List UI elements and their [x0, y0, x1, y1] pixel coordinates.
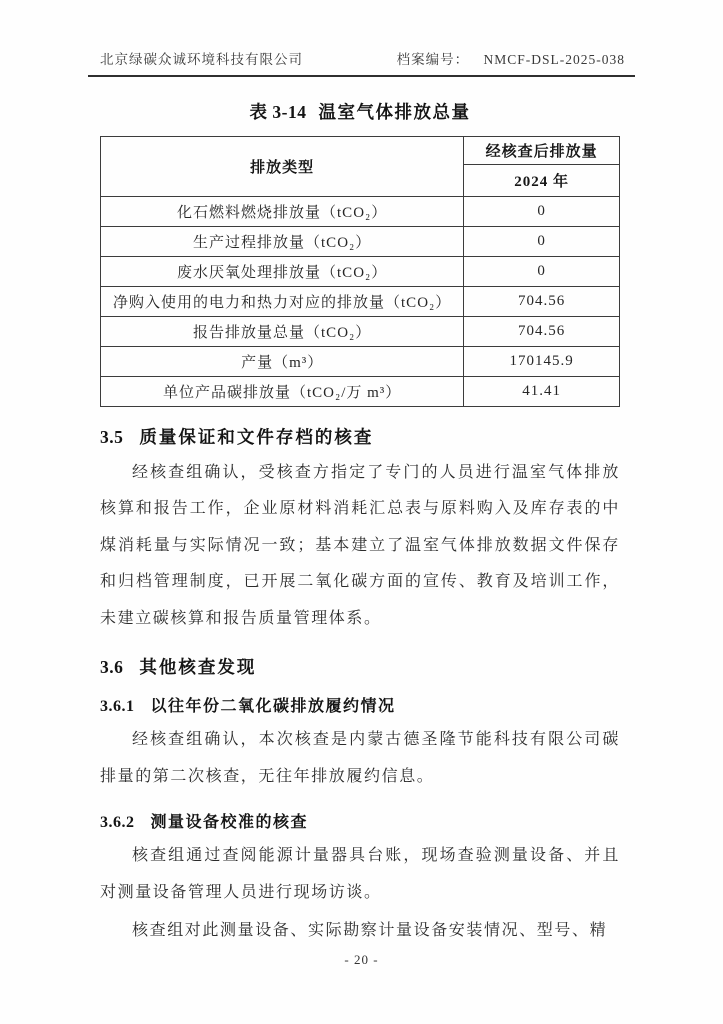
document-footer [0, 952, 723, 968]
row-value: 41.41 [464, 377, 620, 407]
section-3-6-2-paragraph-2: 核查组对此测量设备、实际勘察计量设备安装情况、型号、精 [132, 922, 608, 940]
row-value: 0 [464, 257, 620, 287]
row-label: 生产过程排放量（tCO₂） [101, 227, 464, 257]
section-heading-3-5 [100, 424, 620, 449]
file-number-label: 档案编号： [396, 52, 470, 67]
row-label: 化石燃料燃烧排放量（tCO₂） [101, 197, 464, 227]
header-file-number [397, 48, 625, 68]
table-number: 表 3-14 [249, 102, 307, 122]
row-label: 报告排放量总量（tCO₂） [101, 317, 464, 347]
row-value: 704.56 [464, 287, 620, 317]
row-label: 产量（m³） [101, 347, 464, 377]
header-company-name: 北京绿碳众诚环境科技有限公司 [100, 52, 303, 67]
section-title-text: 以往年份二氧化碳排放履约情况 [150, 698, 396, 716]
section-heading-3-6-2 [100, 809, 620, 832]
page-number: - 20 - [344, 952, 379, 967]
table-title [100, 99, 620, 124]
section-number: 3.6 [100, 657, 124, 678]
row-label: 废水厌氧处理排放量（tCO₂） [101, 257, 464, 287]
row-value: 0 [464, 197, 620, 227]
document-header [100, 48, 625, 68]
table-row [101, 227, 620, 257]
row-label: 净购入使用的电力和热力对应的排放量（tCO₂） [101, 287, 464, 317]
table-row [101, 317, 620, 347]
table-row [101, 347, 620, 377]
table-row [101, 377, 620, 407]
table-title-text: 温室气体排放总量 [318, 102, 471, 122]
section-number: 3.6.2 [100, 814, 135, 832]
table-row [101, 287, 620, 317]
section-3-5-paragraph: 经核查组确认，受核查方指定了专门的人员进行温室气体排放核算和报告工作，企业原材料消耗汇总表与原料购入及库存表的中煤消耗量与实际情况一致；基本建立了温室气体排放数据文件保存和归档管理制度，已开展二氧化碳方面的宣传、教育及培训工作，未建立碳核算和报告质量管理体系。 [100, 464, 620, 627]
file-number-value: NMCF-DSL-2025-038 [483, 52, 625, 67]
section-heading-3-6 [100, 654, 620, 679]
document-body [100, 99, 620, 950]
header-rule [88, 75, 635, 77]
row-value: 0 [464, 227, 620, 257]
section-3-6-1-paragraph: 经核查组确认，本次核查是内蒙古德圣隆节能科技有限公司碳排量的第二次核查，无往年排放履约信息。 [100, 731, 620, 785]
section-number: 3.5 [100, 427, 124, 447]
section-title-text: 测量设备校准的核查 [150, 814, 309, 832]
section-3-6-2-paragraph-1: 核查组通过查阅能源计量器具台账，现场查验测量设备、并且对测量设备管理人员进行现场访谈。 [100, 847, 620, 901]
section-title-text: 质量保证和文件存档的核查 [139, 427, 374, 447]
column-header-year: 2024 年 [464, 165, 620, 197]
section-title-text: 其他核查发现 [139, 657, 257, 678]
row-value: 704.56 [464, 317, 620, 347]
column-header-emission-type: 排放类型 [101, 137, 464, 197]
table-row [101, 257, 620, 287]
section-heading-3-6-1 [100, 693, 620, 716]
row-value: 170145.9 [464, 347, 620, 377]
section-number: 3.6.1 [100, 698, 135, 716]
emissions-table [100, 136, 620, 407]
row-label: 单位产品碳排放量（tCO₂/万 m³） [101, 377, 464, 407]
table-header-row [101, 137, 620, 165]
column-header-verified-emissions: 经核查后排放量 [464, 137, 620, 165]
table-row [101, 197, 620, 227]
